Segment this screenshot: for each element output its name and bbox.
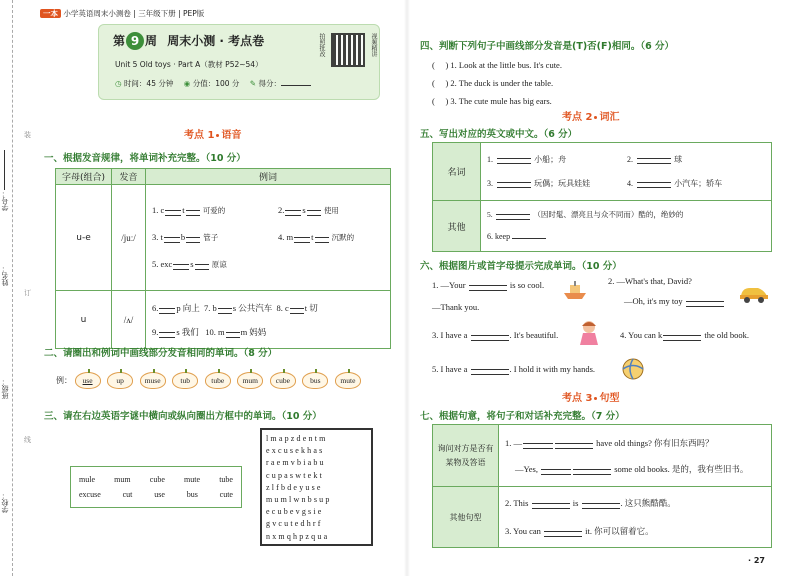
noun-label: 名词 — [433, 143, 481, 201]
word: mule — [79, 475, 95, 484]
examples-cell: 1. c t 可爱的 2. s 使用 3. t b 管子 4. m t 沉默的 5. exc s 原谅 — [146, 185, 391, 291]
word: cube — [149, 475, 165, 484]
word-apple[interactable]: tube — [205, 372, 231, 389]
section-heading-2: 考点 2 词汇 — [562, 112, 620, 123]
edition-label: PEP版 — [182, 9, 205, 18]
word: use — [154, 490, 165, 499]
series-header: 一本 小学英语周末小测卷 | 三年级下册 | PEP版 — [40, 8, 204, 20]
q2-title: 二、请圈出和例词中画线部分发音相同的单词。（8 分） — [44, 348, 278, 359]
grid-row: zlfbdeyuse — [266, 482, 323, 492]
name-field[interactable]: 姓名： — [1, 265, 9, 286]
word-search-grid[interactable] — [260, 428, 373, 546]
other-label: 其他 — [433, 201, 481, 252]
grid-row: gvcutedhrf — [266, 519, 323, 529]
examples-cell: 6. p 向上 7. b s 公共汽车 8. c t 切 9. s 我们 10. m m 妈妈 — [146, 291, 391, 349]
title-card — [98, 24, 380, 100]
student-number-field[interactable]: 学号： — [0, 150, 12, 211]
word-apple[interactable]: bus — [302, 372, 328, 389]
binding-char: 线 — [24, 436, 31, 444]
boat-icon — [562, 280, 588, 300]
sound-cell: /ʌ/ — [112, 291, 146, 349]
word-box — [70, 466, 242, 508]
grid-row: excusekhas — [266, 446, 325, 456]
example-label: 例： — [56, 376, 72, 385]
col-header: 发音 — [112, 169, 146, 185]
binding-margin — [0, 0, 40, 576]
word: excuse — [79, 490, 101, 499]
qr-right-label: 视频精讲 — [370, 33, 377, 57]
word: cut — [122, 490, 133, 499]
q5-title: 五、写出对应的英文或中文。（6 分） — [420, 129, 578, 140]
word-apple[interactable]: up — [107, 372, 133, 389]
word-apple[interactable]: cube — [270, 372, 296, 389]
binding-char: 装 — [24, 131, 31, 139]
word: cute — [219, 490, 233, 499]
q4-title: 四、判断下列句子中画线部分发音是(T)否(F)相同。（6 分） — [420, 41, 675, 52]
sentence-table: 询问对方是否有某物及答语 1. — have old things? 你有旧东西吗？ —Yes, some old books. 是的，我有些旧书。 其他句型 2. This is . 这只熊酷酷。 3. You can it. 你可以留着它。 — [432, 424, 772, 548]
col-header: 例词 — [146, 169, 391, 185]
letters-cell: u — [56, 291, 112, 349]
class-field[interactable]: 班级： — [1, 378, 9, 399]
qr-code[interactable] — [331, 33, 365, 67]
letters-cell: u-e — [56, 185, 112, 291]
doll-icon — [578, 320, 600, 346]
word-apple[interactable]: mum — [237, 372, 263, 389]
q7-title: 七、根据句意，将句子和对话补充完整。（7 分） — [420, 411, 625, 422]
grid-row: ecubevgsie — [266, 507, 324, 517]
series-name: 小学英语周末小测卷 — [63, 9, 131, 18]
logo: 一本 — [40, 9, 61, 18]
qr-left-label: 拍照批改 — [318, 33, 325, 57]
word-apple[interactable]: tub — [172, 372, 198, 389]
word: bus — [186, 490, 198, 499]
q2-words-row — [56, 372, 365, 389]
pen-icon: ✎ — [249, 79, 257, 88]
q6-title: 六、根据图片或首字母提示完成单词。（10 分） — [420, 261, 622, 272]
word: mum — [114, 475, 131, 484]
judge-item[interactable]: ( ) 1. Look at the little bus. It's cute. — [432, 60, 562, 70]
grid-row: mumlwnbsup — [266, 495, 332, 505]
word-apple[interactable]: muse — [140, 372, 166, 389]
word: mute — [184, 475, 201, 484]
phonics-table — [55, 168, 391, 349]
q1-title: 一、根据发音规律，将单词补充完整。（10 分） — [44, 153, 246, 164]
card-title: 第 9 周 周末小测 · 考点卷 — [113, 34, 265, 48]
grade-label: 三年级下册 — [138, 9, 176, 18]
grid-row: raemvbiabu — [266, 458, 326, 468]
vocab-table: 名词 1. 小船；舟 2. 球 3. 玩偶；玩具娃娃 4. 小汽车；轿车 其他 5. （因时髦、漂亮且与众不同而）酷的，绝妙的 6. keep — [432, 142, 772, 252]
week-badge: 9 — [126, 32, 144, 50]
category-label: 其他句型 — [433, 487, 499, 548]
page-number: · 27 — [748, 556, 765, 565]
section-heading-1: 考点 1 语音 — [184, 130, 242, 141]
category-label: 询问对方是否有某物及答语 — [433, 425, 499, 487]
card-subtitle: Unit 5 Old toys · Part A（教材 P52~54） — [115, 60, 263, 69]
grid-row: cupaswtekt — [266, 470, 324, 480]
word-apple[interactable]: mute — [335, 372, 361, 389]
grid-row: nxmqhpzqua — [266, 531, 330, 541]
grid-row: lmapzdentm — [266, 434, 328, 443]
judge-item[interactable]: ( ) 2. The duck is under the table. — [432, 78, 554, 88]
q6-items: 1. —Your is so cool. —Thank you. 2. —What's that, David? —Oh, it's my toy 3. I have a . It's beautiful. 4. You can k the old book. 5. I have a . I hold it with my hands. — [432, 276, 782, 386]
card-meta: ◷ 时间：45 分钟 ◉ 分值：100 分 ✎ 得分： — [115, 77, 311, 89]
school-field[interactable]: 学校： — [1, 492, 9, 513]
page-fold — [404, 0, 410, 576]
word: tube — [219, 475, 233, 484]
binding-char: 订 — [24, 289, 31, 297]
score-icon: ◉ — [183, 79, 191, 88]
ball-icon — [622, 358, 644, 380]
binding-line — [12, 0, 13, 576]
car-icon — [738, 282, 770, 304]
q4-items — [432, 56, 562, 110]
example-apple: use — [75, 372, 101, 389]
q3-title: 三、请在右边英语字谜中横向或纵向圈出方框中的单词。（10 分） — [44, 411, 322, 422]
clock-icon: ◷ — [115, 79, 122, 88]
judge-item[interactable]: ( ) 3. The cute mule has big ears. — [432, 96, 552, 106]
sound-cell: /juː/ — [112, 185, 146, 291]
section-heading-3: 考点 3 句型 — [562, 393, 620, 404]
col-header: 字母(组合) — [56, 169, 112, 185]
